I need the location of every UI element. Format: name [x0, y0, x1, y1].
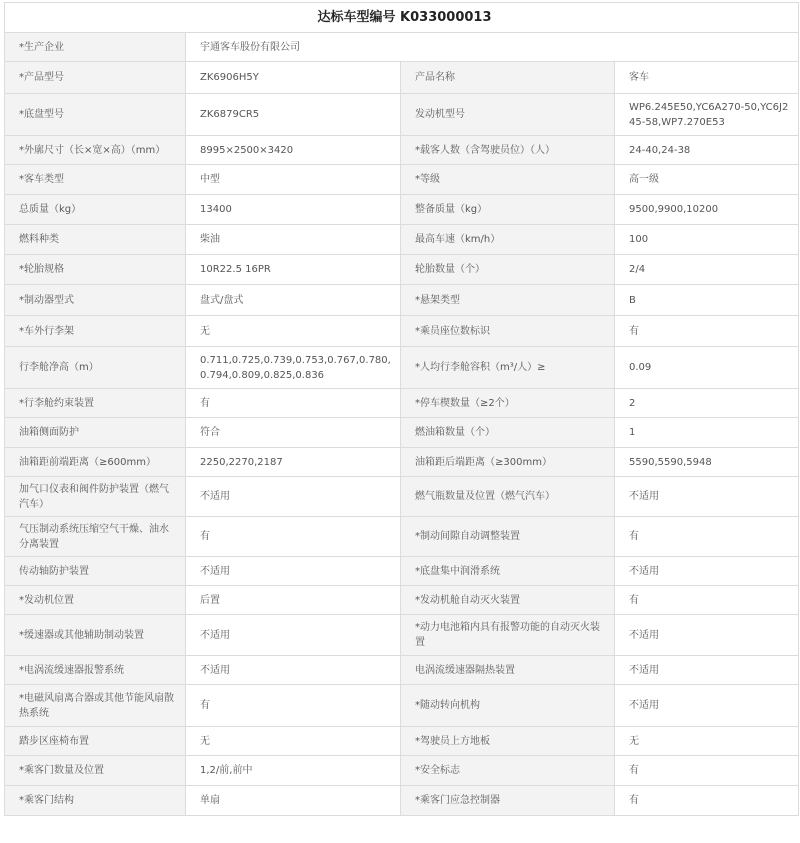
field-label: *乘员座位数标识	[401, 316, 615, 347]
field-label: 燃油箱数量（个）	[401, 418, 615, 448]
table-title: 达标车型编号 K033000013	[5, 3, 799, 33]
field-value: 13400	[186, 195, 401, 225]
field-value: 高一级	[615, 165, 799, 195]
field-value: 单扇	[186, 786, 401, 816]
field-label: 燃气瓶数量及位置（燃气汽车）	[401, 477, 615, 517]
field-value: 2	[615, 389, 799, 418]
field-label: *底盘集中润滑系统	[401, 557, 615, 586]
field-value: 有	[615, 756, 799, 786]
field-label: 最高车速（km/h）	[401, 225, 615, 255]
table-row	[5, 448, 799, 477]
field-value: 有	[615, 786, 799, 816]
field-value: 2/4	[615, 255, 799, 285]
field-label: *底盘型号	[5, 94, 186, 136]
field-label: *随动转向机构	[401, 685, 615, 727]
field-label: *制动器型式	[5, 285, 186, 316]
table-row	[5, 477, 799, 517]
field-value: 中型	[186, 165, 401, 195]
field-label: 油箱侧面防护	[5, 418, 186, 448]
field-value: 有	[186, 517, 401, 557]
field-value: 无	[615, 727, 799, 756]
table-row	[5, 347, 799, 389]
field-value: 不适用	[615, 685, 799, 727]
field-label: *外廓尺寸（长×宽×高）（mm）	[5, 136, 186, 165]
field-label: 气压制动系统压缩空气干燥、油水分离装置	[5, 517, 186, 557]
field-label: *安全标志	[401, 756, 615, 786]
field-value: 有	[186, 389, 401, 418]
field-label: 加气口仪表和阀件防护装置（燃气汽车）	[5, 477, 186, 517]
field-label: 发动机型号	[401, 94, 615, 136]
table-row	[5, 165, 799, 195]
field-label: *轮胎规格	[5, 255, 186, 285]
field-value: 柴油	[186, 225, 401, 255]
field-value: 2250,2270,2187	[186, 448, 401, 477]
table-row	[5, 316, 799, 347]
field-label: 燃料种类	[5, 225, 186, 255]
field-label: 整备质量（kg）	[401, 195, 615, 225]
table-row	[5, 255, 799, 285]
field-label: 产品名称	[401, 62, 615, 94]
field-value: 有	[615, 316, 799, 347]
table-row	[5, 94, 799, 136]
field-label: *发动机舱自动灭火装置	[401, 586, 615, 615]
field-label: 轮胎数量（个）	[401, 255, 615, 285]
field-value: 1,2/前,前中	[186, 756, 401, 786]
field-value: WP6.245E50,YC6A270-50,YC6J245-58,WP7.270E53	[615, 94, 799, 136]
field-label: *停车楔数量（≥2个）	[401, 389, 615, 418]
field-label: *产品型号	[5, 62, 186, 94]
field-value: ZK6879CR5	[186, 94, 401, 136]
field-label: *车外行李架	[5, 316, 186, 347]
field-label: 总质量（kg）	[5, 195, 186, 225]
field-label: 传动轴防护装置	[5, 557, 186, 586]
field-label: *生产企业	[5, 33, 186, 62]
field-value: 符合	[186, 418, 401, 448]
field-label: *乘客门应急控制器	[401, 786, 615, 816]
field-label: *乘客门数量及位置	[5, 756, 186, 786]
field-value: 有	[615, 517, 799, 557]
field-value: 不适用	[186, 557, 401, 586]
table-row	[5, 195, 799, 225]
table-row	[5, 727, 799, 756]
table-row	[5, 136, 799, 165]
field-value: 客车	[615, 62, 799, 94]
field-value: 不适用	[186, 477, 401, 517]
table-row	[5, 389, 799, 418]
field-label: *等级	[401, 165, 615, 195]
field-label: *乘客门结构	[5, 786, 186, 816]
field-label: *缓速器或其他辅助制动装置	[5, 615, 186, 656]
table-row	[5, 786, 799, 816]
field-value: 5590,5590,5948	[615, 448, 799, 477]
field-value: 不适用	[186, 615, 401, 656]
field-label: 油箱距前端距离（≥600mm）	[5, 448, 186, 477]
field-label: *动力电池箱内具有报警功能的自动灭火装置	[401, 615, 615, 656]
table-row	[5, 517, 799, 557]
field-value: 无	[186, 727, 401, 756]
table-row	[5, 615, 799, 656]
field-label: 电涡流缓速器隔热装置	[401, 656, 615, 685]
table-row	[5, 418, 799, 448]
field-value: 不适用	[615, 477, 799, 517]
field-value: 后置	[186, 586, 401, 615]
field-label: *电磁风扇离合器或其他节能风扇散热系统	[5, 685, 186, 727]
table-row	[5, 62, 799, 94]
field-label: *行李舱约束装置	[5, 389, 186, 418]
title-row	[5, 3, 799, 33]
field-value: 有	[186, 685, 401, 727]
table-row	[5, 33, 799, 62]
field-label: *发动机位置	[5, 586, 186, 615]
field-value: 不适用	[186, 656, 401, 685]
table-row	[5, 756, 799, 786]
field-value: ZK6906H5Y	[186, 62, 401, 94]
field-value: 1	[615, 418, 799, 448]
field-label: 油箱距后端距离（≥300mm）	[401, 448, 615, 477]
table-row	[5, 685, 799, 727]
field-value: 9500,9900,10200	[615, 195, 799, 225]
field-label: *人均行李舱容积（m³/人）≥	[401, 347, 615, 389]
field-value: 100	[615, 225, 799, 255]
field-label: 行李舱净高（m）	[5, 347, 186, 389]
field-label: 踏步区座椅布置	[5, 727, 186, 756]
table-row	[5, 586, 799, 615]
field-value: 0.711,0.725,0.739,0.753,0.767,0.780,0.794,0.809,0.825,0.836	[186, 347, 401, 389]
field-label: *电涡流缓速器报警系统	[5, 656, 186, 685]
field-label: *载客人数（含驾驶员位）（人）	[401, 136, 615, 165]
field-label: *驾驶员上方地板	[401, 727, 615, 756]
field-value: 不适用	[615, 656, 799, 685]
field-value: 8995×2500×3420	[186, 136, 401, 165]
field-value: 宇通客车股份有限公司	[186, 33, 799, 62]
table-row	[5, 285, 799, 316]
field-value: B	[615, 285, 799, 316]
table-row	[5, 225, 799, 255]
field-value: 不适用	[615, 615, 799, 656]
field-label: *悬架类型	[401, 285, 615, 316]
field-value: 24-40,24-38	[615, 136, 799, 165]
field-value: 不适用	[615, 557, 799, 586]
field-value: 有	[615, 586, 799, 615]
table-row	[5, 656, 799, 685]
field-value: 盘式/盘式	[186, 285, 401, 316]
field-label: *制动间隙自动调整装置	[401, 517, 615, 557]
field-label: *客车类型	[5, 165, 186, 195]
field-value: 0.09	[615, 347, 799, 389]
table-row	[5, 557, 799, 586]
field-value: 无	[186, 316, 401, 347]
spec-table	[4, 2, 799, 816]
field-value: 10R22.5 16PR	[186, 255, 401, 285]
